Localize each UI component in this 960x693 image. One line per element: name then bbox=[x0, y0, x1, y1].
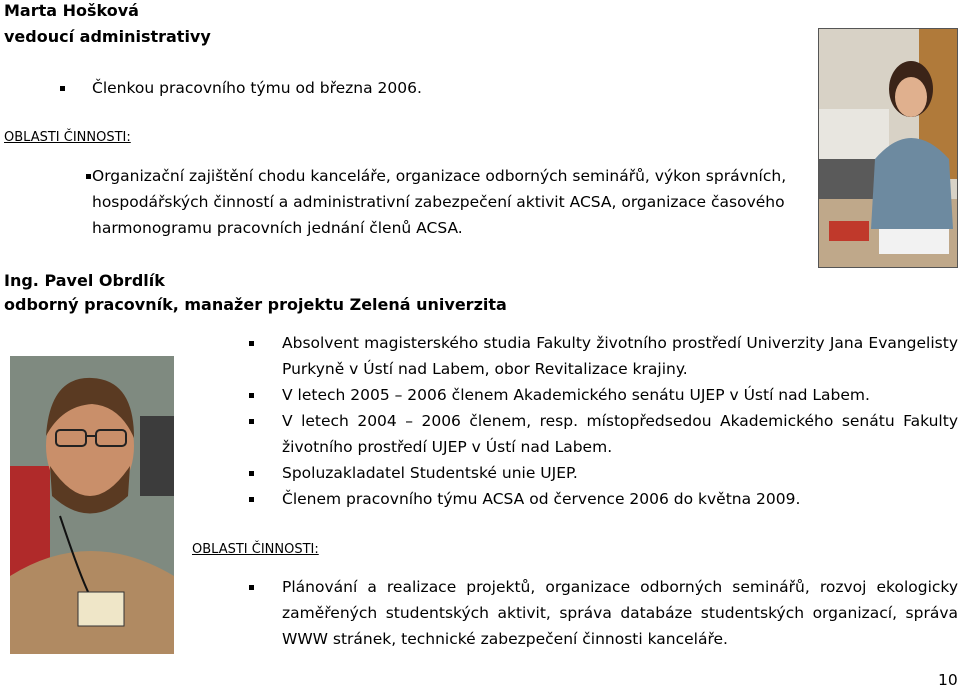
bullet-marker bbox=[86, 174, 91, 179]
bullet-marker bbox=[249, 393, 254, 398]
person2-role: odborný pracovník, manažer projektu Zelená univerzita bbox=[4, 295, 507, 314]
person2-bullet: Spoluzakladatel Studentské unie UJEP. bbox=[282, 464, 578, 482]
person2-photo-image bbox=[10, 356, 174, 654]
person1-photo bbox=[818, 28, 958, 268]
bullet-marker bbox=[249, 471, 254, 476]
person2-section-label: OBLASTI ČINNOSTI: bbox=[192, 542, 319, 557]
bullet-marker bbox=[249, 497, 254, 502]
person1-bullet: Členkou pracovního týmu od března 2006. bbox=[92, 79, 422, 97]
person2-name: Ing. Pavel Obrdlík bbox=[4, 271, 165, 290]
person1-photo-image bbox=[819, 29, 957, 267]
person2-bullet: V letech 2005 – 2006 členem Akademického senátu UJEP v Ústí nad Labem. bbox=[282, 386, 870, 404]
person2-photo bbox=[10, 356, 174, 654]
bullet-marker bbox=[249, 419, 254, 424]
page-number: 10 bbox=[938, 671, 958, 689]
bullet-marker bbox=[249, 585, 254, 590]
person1-role: vedoucí administrativy bbox=[4, 27, 211, 46]
bullet-marker bbox=[249, 341, 254, 346]
person2-bullet: Absolvent magisterského studia Fakulty životního prostředí Univerzity Jana Evangelisty Purkyně v Ústí nad Labem, obor Revitalizace krajiny. bbox=[282, 334, 958, 378]
person2-activity: Plánování a realizace projektů, organizace odborných seminářů, rozvoj ekologicky zaměřených studentských aktivit, správa databáze studentských organizací, správa WWW stránek, technické zabezpečení činnosti kanceláře. bbox=[282, 578, 958, 648]
bullet-marker bbox=[60, 86, 65, 91]
person1-activity: Organizační zajištění chodu kanceláře, organizace odborných seminářů, výkon správních, hospodářských činností a administrativní zabezpečení aktivit ACSA, organizace časového harmonogramu pracovních jednání členů ACSA. bbox=[92, 167, 787, 237]
person2-bullet: Členem pracovního týmu ACSA od července 2006 do května 2009. bbox=[282, 490, 801, 508]
person1-section-label: OBLASTI ČINNOSTI: bbox=[4, 130, 131, 145]
person1-name: Marta Hošková bbox=[4, 1, 139, 20]
person2-bullet: V letech 2004 – 2006 členem, resp. místopředsedou Akademického senátu Fakulty životního prostředí UJEP v Ústí nad Labem. bbox=[282, 412, 958, 456]
